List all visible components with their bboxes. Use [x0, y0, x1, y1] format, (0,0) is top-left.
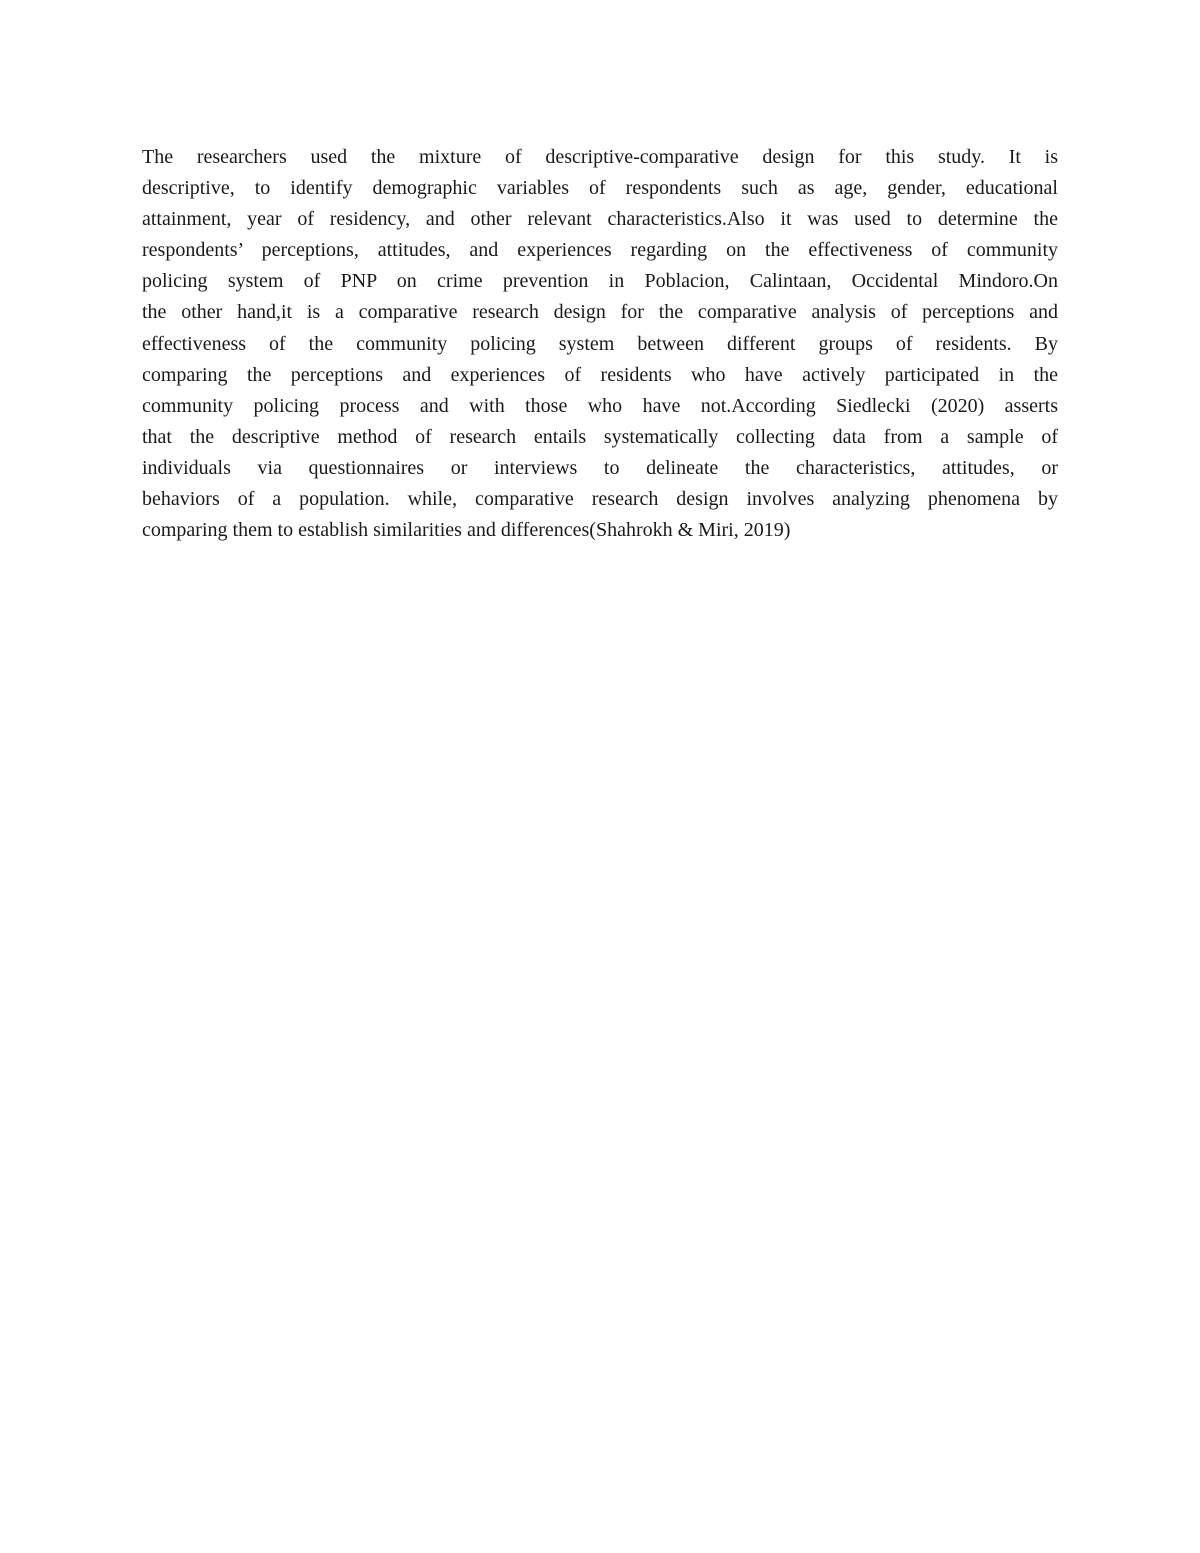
paragraph-line: attainment, year of residency, and other relevant characteristics.Also it was used to determine the	[142, 208, 1058, 231]
paragraph-line: descriptive, to identify demographic variables of respondents such as age, gender, educational	[142, 177, 1058, 200]
paragraph-line: behaviors of a population. while, comparative research design involves analyzing phenomena by	[142, 488, 1058, 511]
paragraph-line: that the descriptive method of research entails systematically collecting data from a sample of	[142, 425, 1058, 448]
paragraph-line: comparing the perceptions and experiences of residents who have actively participated in the	[142, 363, 1058, 386]
paragraph-line: comparing them to establish similarities and differences(Shahrokh & Miri, 2019)	[142, 519, 791, 542]
paragraph-line: policing system of PNP on crime prevention in Poblacion, Calintaan, Occidental Mindoro.On	[142, 270, 1058, 293]
paragraph-line: effectiveness of the community policing system between different groups of residents. By	[142, 332, 1058, 355]
paragraph-line: individuals via questionnaires or interviews to delineate the characteristics, attitudes, or	[142, 456, 1058, 479]
body-paragraph	[142, 142, 1058, 546]
paragraph-line: The researchers used the mixture of descriptive-comparative design for this study. It is	[142, 146, 1058, 168]
paragraph-line: respondents’ perceptions, attitudes, and experiences regarding on the effectiveness of community	[142, 239, 1058, 262]
paragraph-line: community policing process and with those who have not.According Siedlecki (2020) asserts	[142, 394, 1058, 417]
paragraph-line: the other hand,it is a comparative research design for the comparative analysis of perceptions and	[142, 301, 1058, 324]
